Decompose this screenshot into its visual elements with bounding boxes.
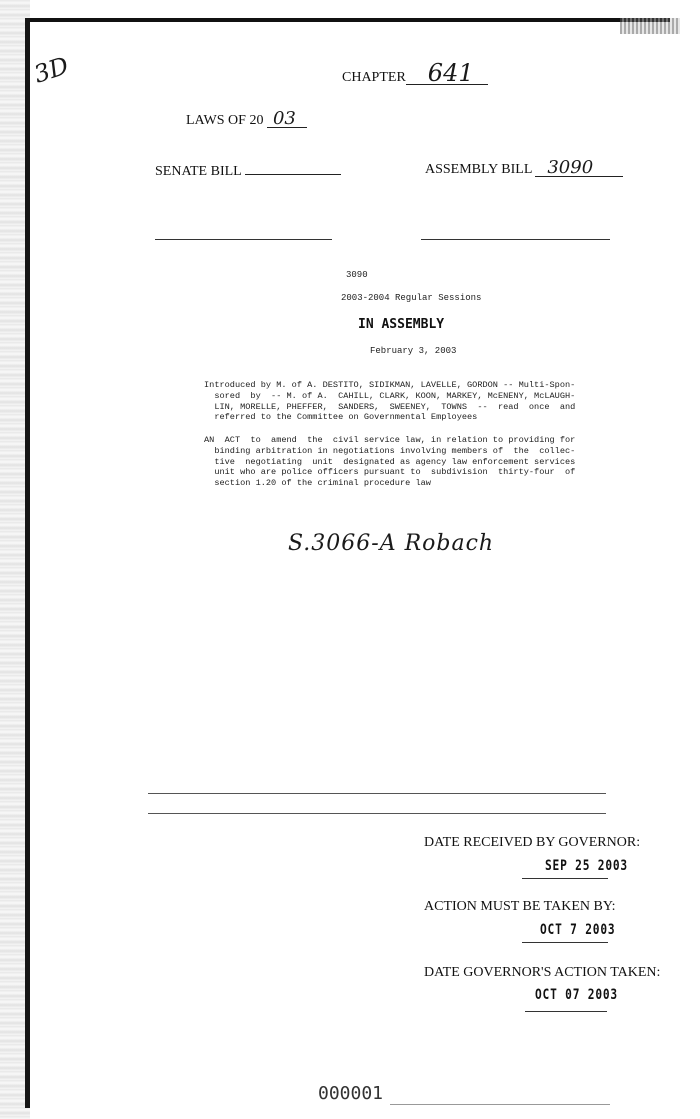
introduced-line: Introduced by M. of A. DESTITO, SIDIKMAN, LAVELLE, GORDON -- Multi-Spon- bbox=[204, 380, 576, 390]
introduced-paragraph bbox=[204, 380, 575, 423]
act-line: AN ACT to amend the civil service law, in relation to providing for bbox=[204, 435, 576, 445]
laws-line bbox=[186, 108, 307, 129]
action-taken-underline bbox=[525, 1011, 607, 1012]
action-taken-date-stamp: OCT 07 2003 bbox=[535, 987, 618, 1003]
chapter-line bbox=[342, 59, 488, 87]
blank-line-left bbox=[155, 239, 332, 240]
assembly-bill-label: ASSEMBLY BILL bbox=[425, 162, 532, 177]
assembly-bill-number: 3090 bbox=[535, 160, 623, 177]
house-heading: IN ASSEMBLY bbox=[358, 317, 445, 332]
rule-upper bbox=[148, 793, 606, 794]
received-date-stamp: SEP 25 2003 bbox=[545, 858, 628, 874]
scan-smudge bbox=[620, 18, 680, 34]
chapter-label: CHAPTER bbox=[342, 70, 406, 85]
received-label: DATE RECEIVED BY GOVERNOR: bbox=[424, 835, 641, 850]
laws-year: 03 bbox=[267, 111, 307, 128]
action-taken-label: DATE GOVERNOR'S ACTION TAKEN: bbox=[424, 965, 661, 980]
senate-bill-line bbox=[155, 160, 341, 180]
laws-label: LAWS OF 20 bbox=[186, 113, 264, 128]
senate-bill-number bbox=[245, 160, 341, 175]
action-by-label: ACTION MUST BE TAKEN BY: bbox=[424, 899, 616, 914]
bill-date: February 3, 2003 bbox=[370, 346, 457, 356]
introduced-line: sored by -- M. of A. CAHILL, CLARK, KOON, MARKEY, McENENY, McLAUGH- bbox=[204, 390, 576, 401]
introduced-line: referred to the Committee on Governmental Employees bbox=[204, 412, 478, 423]
act-line: section 1.20 of the criminal procedure law bbox=[204, 478, 431, 489]
assembly-bill-line bbox=[425, 157, 623, 178]
act-line: unit who are police officers pursuant to subdivision thirty-four of bbox=[204, 467, 576, 478]
action-by-underline bbox=[522, 942, 608, 943]
act-line: binding arbitration in negotiations involving members of the collec- bbox=[204, 445, 576, 456]
blank-line-right bbox=[421, 239, 610, 240]
chapter-number: 641 bbox=[406, 62, 488, 85]
introduced-line: LIN, MORELLE, PHEFFER, SANDERS, SWEENEY, TOWNS -- read once and bbox=[204, 401, 576, 412]
session: 2003-2004 Regular Sessions bbox=[341, 293, 482, 303]
received-underline bbox=[522, 878, 608, 879]
page-number: 000001 bbox=[318, 1083, 384, 1104]
action-by-date-stamp: OCT 7 2003 bbox=[540, 922, 616, 938]
bill-number: 3090 bbox=[346, 270, 368, 280]
handwritten-note: S.3066-A Robach bbox=[288, 531, 495, 556]
bottom-rule bbox=[390, 1104, 610, 1105]
senate-bill-label: SENATE BILL bbox=[155, 164, 242, 179]
margin-note: 3D bbox=[30, 51, 72, 89]
act-paragraph bbox=[204, 435, 575, 489]
act-line: tive negotiating unit designated as agency law enforcement services bbox=[204, 456, 576, 467]
rule-lower bbox=[148, 813, 606, 814]
scan-border-top bbox=[28, 18, 670, 22]
scan-border-left bbox=[25, 18, 30, 1108]
